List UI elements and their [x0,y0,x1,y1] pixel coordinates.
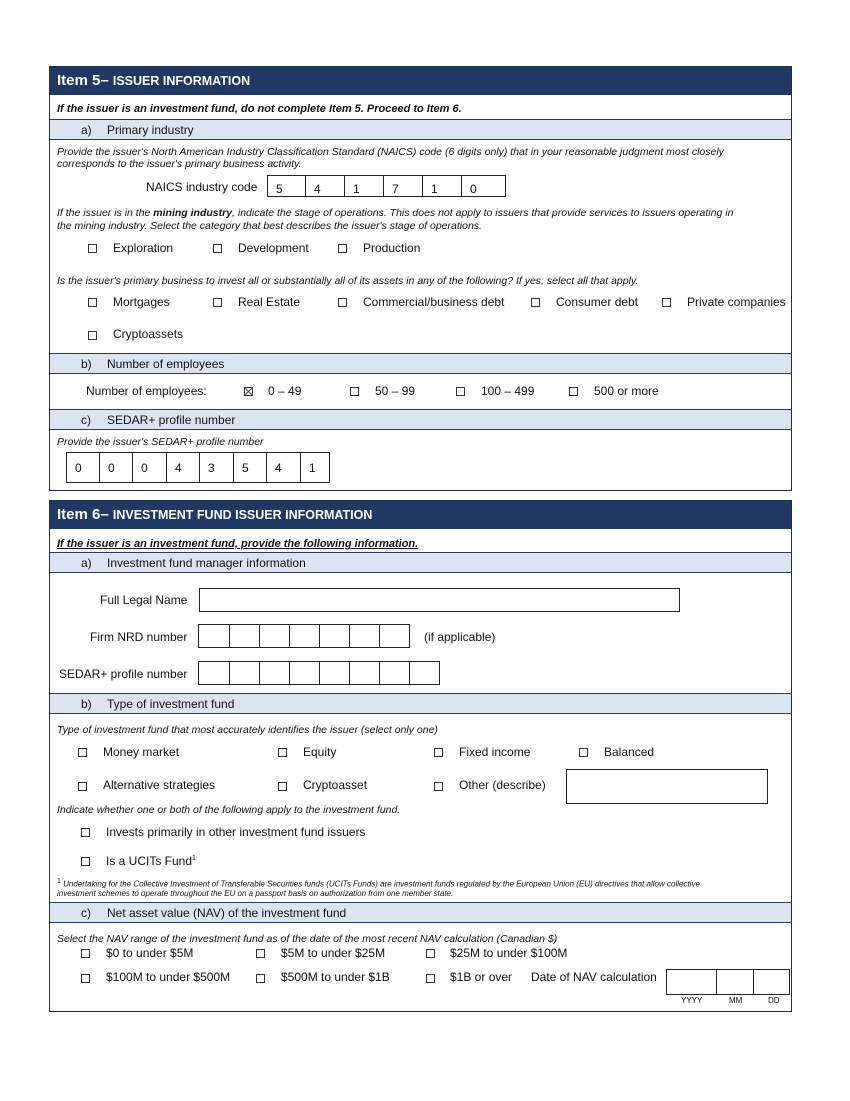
checkbox-invests-in-funds[interactable] [81,828,90,837]
ucits-footnote-2: investment schemes to operate throughout the EU on a passport basis on authorization from one member state. [57,889,454,898]
checkbox-production[interactable] [338,244,347,253]
checkbox-alternative-strategies[interactable] [78,782,87,791]
label-cryptoassets: Cryptoassets [113,327,184,341]
employees-label: Number of employees: [86,384,207,398]
checkbox-cryptoassets[interactable] [88,331,97,340]
checkbox-employees-50-99[interactable] [350,387,359,396]
checkbox-mortgages[interactable] [88,298,97,307]
item6-title: INVESTMENT FUND ISSUER INFORMATION [112,508,373,522]
checkbox-money-market[interactable] [78,748,87,757]
nav-date-mm-hint: MM [729,996,743,1005]
naics-digit[interactable]: 5 [267,175,306,197]
naics-instruction-1: Provide the issuer's North American Industry Classification Standard (NAICS) code (6 digits only) that in your reasonable judgment most closely [57,146,724,158]
fund-manager-sedar-digit[interactable] [349,661,380,685]
item5-title-prefix: Item 5– [57,72,113,89]
item5-a-band [50,119,791,140]
item6-a-band: a) Investment fund manager information [50,552,791,573]
item6-intro: If the issuer is an investment fund, provide the following information. [57,538,419,550]
item5-section [49,66,792,491]
label-ucits-fund: Is a UCITs Fund$^1$ [106,854,196,868]
full-legal-name-input[interactable] [199,588,680,612]
checkbox-equity[interactable] [278,748,287,757]
nav-date-dd-hint: DD [768,996,780,1005]
mining-instruction-2: the mining industry. Select the category that best describes the issuer's stage of operations. [57,220,482,232]
checkbox-commercial-debt[interactable] [338,298,347,307]
if-applicable-note: (if applicable) [424,630,496,644]
item6-title-prefix: Item 6– [57,506,113,523]
label-consumer-debt: Consumer debt [556,295,639,309]
firm-nrd-digit[interactable] [259,624,290,648]
fund-manager-sedar-digit[interactable] [229,661,260,685]
item5-c-label: SEDAR+ profile number [107,413,236,427]
sedar-profile-field[interactable] [67,452,330,483]
fund-manager-sedar-digit[interactable] [409,661,440,685]
label-nav-100-500m: $100M to under $500M [106,970,231,984]
label-employees-500-plus: 500 or more [594,384,659,398]
label-commercial-debt: Commercial/business debt [363,295,505,309]
sedar-instruction: Provide the issuer's SEDAR+ profile number [57,436,264,448]
checkbox-nav-1b-plus[interactable] [426,974,435,983]
label-development: Development [238,241,309,255]
checkbox-nav-500m-1b[interactable] [256,974,265,983]
checkbox-exploration[interactable] [88,244,97,253]
checkbox-real-estate[interactable] [213,298,222,307]
firm-nrd-digit[interactable] [349,624,380,648]
naics-label: NAICS industry code [146,180,258,194]
nav-date-year[interactable] [666,969,717,995]
mining-instruction-1: If the issuer is in the mining industry, indicate the stage of operations. This does not apply to issuers that provide services to issuers operating in [57,207,734,219]
sedar-digit[interactable]: 0 [99,452,133,483]
label-production: Production [363,241,421,255]
assets-question: Is the issuer's primary business to invest all or substantially all of its assets in any of the following? If yes, select all that apply. [57,275,639,287]
fund-manager-sedar-label: SEDAR+ profile number [59,667,188,681]
checkbox-employees-500-plus[interactable] [569,387,578,396]
label-nav-0-5m: $0 to under $5M [106,946,194,960]
firm-nrd-digit[interactable] [319,624,350,648]
item5-a-letter: a) [81,123,92,137]
apply-instruction: Indicate whether one or both of the following apply to the investment fund. [57,804,401,816]
checkbox-employees-0-49[interactable] [244,387,253,396]
checkbox-consumer-debt[interactable] [531,298,540,307]
nav-date-day[interactable] [753,969,790,995]
label-balanced: Balanced [604,745,655,759]
checkbox-balanced[interactable] [579,748,588,757]
label-employees-100-499: 100 – 499 [481,384,535,398]
naics-digit[interactable]: 4 [305,175,345,197]
checkbox-employees-100-499[interactable] [456,387,465,396]
label-nav-25-100m: $25M to under $100M [450,946,568,960]
naics-digit[interactable]: 0 [461,175,506,197]
nav-date-month[interactable] [716,969,754,995]
nav-instruction: Select the NAV range of the investment fund as of the date of the most recent NAV calculation (Canadian $) [57,933,558,945]
firm-nrd-input[interactable] [199,624,410,648]
label-real-estate: Real Estate [238,295,301,309]
fund-manager-sedar-digit[interactable] [319,661,350,685]
fund-manager-sedar-digit[interactable] [259,661,290,685]
fund-manager-sedar-digit[interactable] [289,661,320,685]
other-describe-input[interactable] [566,769,768,804]
sedar-digit[interactable]: 4 [266,452,301,483]
label-nav-5-25m: $5M to under $25M [281,946,386,960]
ucits-footnote-1: $^1$ Undertaking for the Collective Investment of Transferable Securities funds (UCITs Funds) are investment funds regulated by the European Union (EU) directives that allow collective [57,878,700,889]
fund-type-instruction: Type of investment fund that most accurately identifies the issuer (select only one) [57,724,438,736]
checkbox-other[interactable] [434,782,443,791]
label-cryptoasset: Cryptoasset [303,778,368,792]
item6-c-label: Net asset value (NAV) of the investment fund [107,906,347,920]
firm-nrd-digit[interactable] [289,624,320,648]
fund-manager-sedar-digit[interactable] [379,661,410,685]
naics-digit[interactable]: 1 [422,175,462,197]
nav-date-yyyy-hint: YYYY [681,996,703,1005]
firm-nrd-digit[interactable] [229,624,260,648]
item6-section [49,500,792,1012]
checkbox-nav-0-5m[interactable] [81,949,90,958]
item6-a-label: Investment fund manager information [107,556,306,570]
label-private-companies: Private companies [687,295,786,309]
fund-manager-sedar-digit[interactable] [198,661,230,685]
label-equity: Equity [303,745,337,759]
sedar-digit[interactable]: 4 [166,452,200,483]
sedar-digit[interactable]: 0 [66,452,100,483]
naics-code-field[interactable] [268,175,506,197]
firm-nrd-digit[interactable] [198,624,230,648]
item6-b-label: Type of investment fund [107,697,235,711]
checkbox-fixed-income[interactable] [434,748,443,757]
sedar-digit[interactable]: 5 [233,452,267,483]
item5-title: ISSUER INFORMATION [112,74,251,88]
firm-nrd-label: Firm NRD number [90,630,188,644]
item5-intro: If the issuer is an investment fund, do not complete Item 5. Proceed to Item 6. [57,103,462,115]
item5-b-label: Number of employees [107,357,225,371]
label-employees-50-99: 50 – 99 [375,384,416,398]
checkbox-private-companies[interactable] [662,298,671,307]
naics-digit[interactable]: 7 [383,175,423,197]
label-exploration: Exploration [113,241,174,255]
checkbox-cryptoasset[interactable] [278,782,287,791]
naics-digit[interactable]: 1 [344,175,384,197]
item5-b-band: b) Number of employees [50,353,791,374]
sedar-digit[interactable]: 3 [199,452,234,483]
checkbox-nav-25-100m[interactable] [426,949,435,958]
label-fixed-income: Fixed income [459,745,531,759]
label-employees-0-49: 0 – 49 [268,384,302,398]
item6-b-band: b) Type of investment fund [50,693,791,714]
item5-c-band: c) SEDAR+ profile number [50,409,791,430]
item6-header [50,501,791,529]
label-alternative-strategies: Alternative strategies [103,778,216,792]
label-money-market: Money market [103,745,180,759]
nav-date-input[interactable] [667,969,790,995]
checkbox-development[interactable] [213,244,222,253]
firm-nrd-digit[interactable] [379,624,410,648]
label-nav-500m-1b: $500M to under $1B [281,970,390,984]
sedar-digit[interactable]: 1 [300,452,330,483]
item5-a-label: Primary industry [107,123,194,137]
nav-date-label: Date of NAV calculation [531,970,657,984]
item5-header [50,67,791,95]
checkbox-ucits-fund[interactable] [81,857,90,866]
sedar-digit[interactable]: 0 [132,452,167,483]
naics-instruction-2: corresponds to the issuer's primary business activity. [57,158,302,170]
fund-manager-sedar-input[interactable] [199,661,440,685]
label-nav-1b-plus: $1B or over [450,970,513,984]
label-other: Other (describe) [459,778,546,792]
label-mortgages: Mortgages [113,295,170,309]
full-legal-name-label: Full Legal Name [100,593,188,607]
checkbox-nav-5-25m[interactable] [256,949,265,958]
item6-c-band: c) Net asset value (NAV) of the investment fund [50,902,791,923]
checkbox-nav-100-500m[interactable] [81,974,90,983]
label-invests-in-funds: Invests primarily in other investment fund issuers [106,825,366,839]
